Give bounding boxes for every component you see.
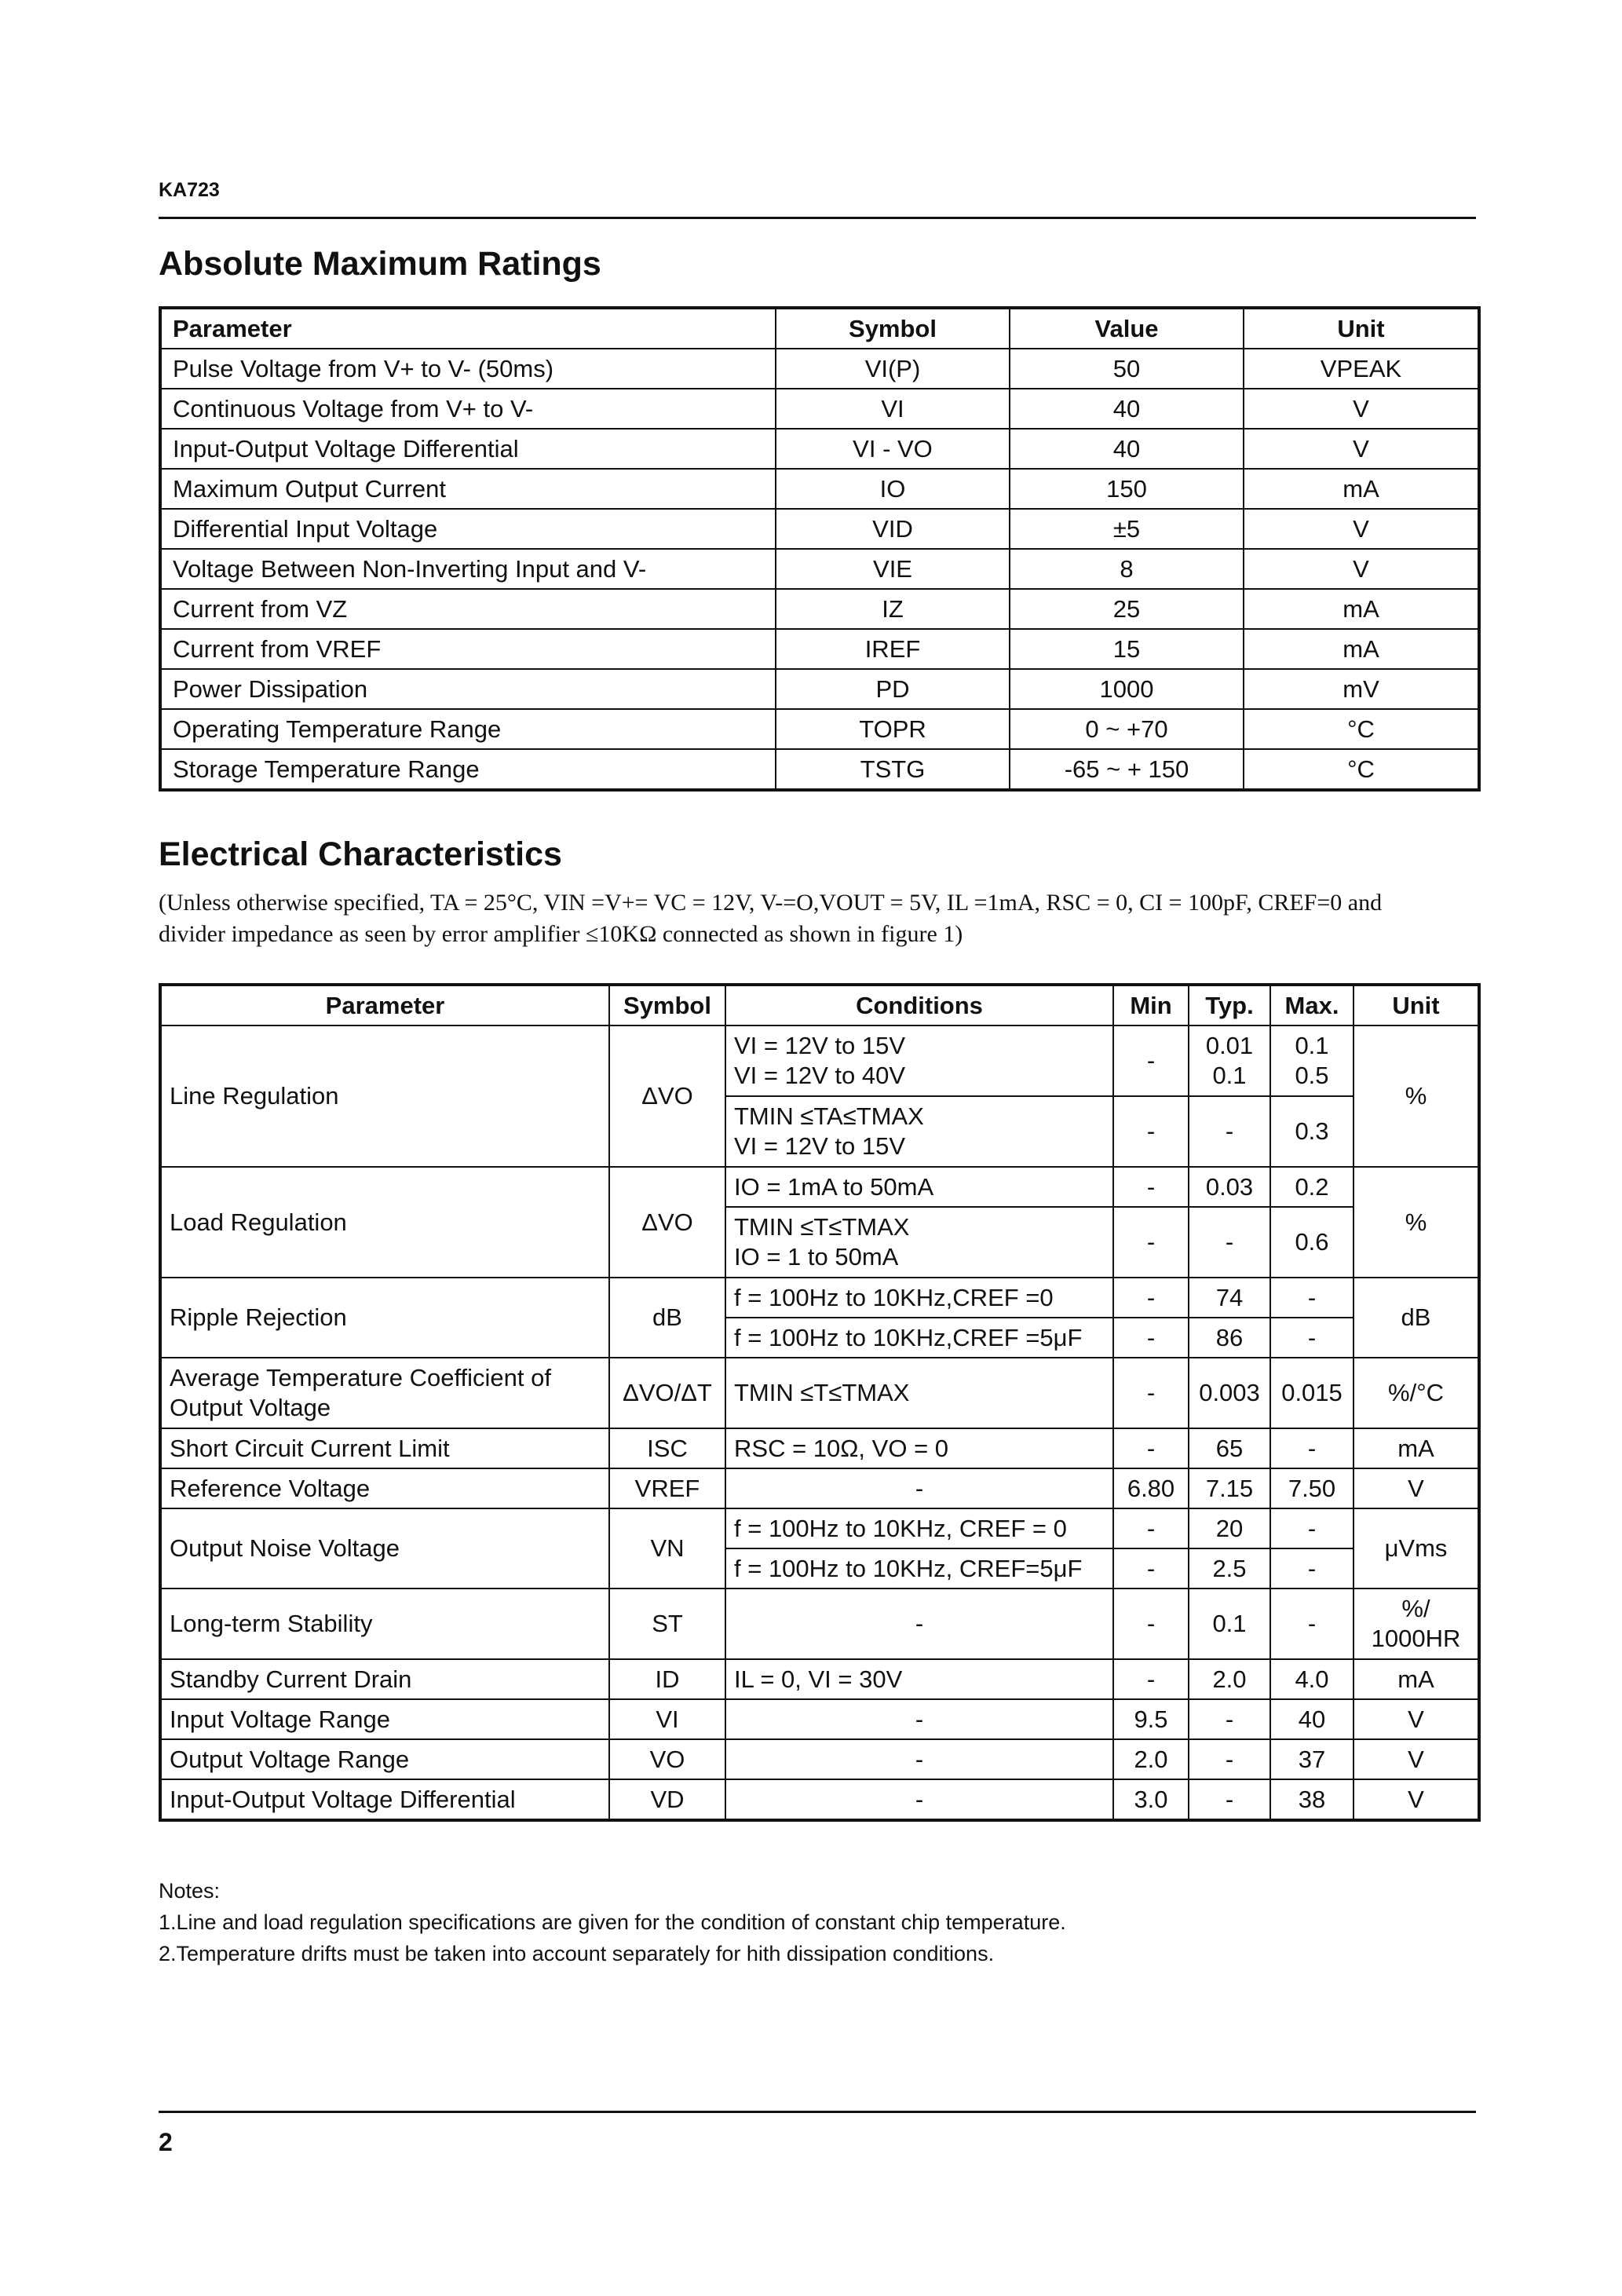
table-row <box>160 429 1479 469</box>
cell-symbol: VIE <box>776 549 1010 589</box>
cell-typ: - <box>1189 1699 1270 1739</box>
abs-max-title: Absolute Maximum Ratings <box>159 245 601 283</box>
col-symbol: Symbol <box>609 985 725 1026</box>
cell-unit: V <box>1353 1468 1479 1508</box>
col-unit: Unit <box>1244 308 1479 349</box>
cell-parameter: Input-Output Voltage Differential <box>160 429 776 469</box>
table-row <box>160 629 1479 669</box>
cell-typ: 7.15 <box>1189 1468 1270 1508</box>
cell-min: - <box>1113 1026 1189 1096</box>
cell-min: - <box>1113 1096 1189 1167</box>
condition-line: VI = 12V to 15V <box>734 1032 906 1059</box>
cell-min: - <box>1113 1318 1189 1358</box>
cell-min: - <box>1113 1659 1189 1699</box>
table-row <box>160 1428 1479 1468</box>
cell-unit: mA <box>1353 1428 1479 1468</box>
cell-min: - <box>1113 1428 1189 1468</box>
cell-unit: % <box>1353 1026 1479 1167</box>
cell-conditions: f = 100Hz to 10KHz, CREF = 0 <box>725 1508 1113 1548</box>
cell-parameter <box>160 1358 609 1428</box>
cell-unit: VPEAK <box>1244 349 1479 389</box>
cell-symbol: VD <box>609 1779 725 1820</box>
cell-typ: 0.03 <box>1189 1167 1270 1207</box>
cell-symbol: PD <box>776 669 1010 709</box>
cell-max: 40 <box>1270 1699 1353 1739</box>
cell-min: 2.0 <box>1113 1739 1189 1779</box>
cell-value: 8 <box>1010 549 1244 589</box>
cell-max: - <box>1270 1589 1353 1659</box>
cell-typ: 74 <box>1189 1278 1270 1318</box>
cell-conditions: f = 100Hz to 10KHz,CREF =5μF <box>725 1318 1113 1358</box>
condition-line: VI = 12V to 40V <box>734 1062 906 1089</box>
cell-conditions: TMIN ≤T≤TMAX <box>725 1358 1113 1428</box>
cell-min: - <box>1113 1167 1189 1207</box>
cell-unit <box>1353 1589 1479 1659</box>
cell-typ: 2.0 <box>1189 1659 1270 1699</box>
cell-parameter: Load Regulation <box>160 1167 609 1278</box>
cell-unit: V <box>1353 1739 1479 1779</box>
cell-symbol: IREF <box>776 629 1010 669</box>
cell-conditions: - <box>725 1699 1113 1739</box>
condition-line: IO = 1 to 50mA <box>734 1243 899 1270</box>
cell-parameter: Maximum Output Current <box>160 469 776 509</box>
cell-unit: V <box>1244 549 1479 589</box>
cell-unit: mV <box>1244 669 1479 709</box>
cell-min: - <box>1113 1278 1189 1318</box>
cell-symbol: VN <box>609 1508 725 1589</box>
test-conditions-line-1: (Unless otherwise specified, TA = 25°C, VIN =V+= VC = 12V, V-=O,VOUT = 5V, IL =1mA, RSC = 0, CI = 100pF, CREF=0 and <box>159 890 1383 916</box>
cell-typ: 86 <box>1189 1318 1270 1358</box>
notes-heading: Notes: <box>159 1879 221 1903</box>
cell-unit: % <box>1353 1167 1479 1278</box>
col-max: Max. <box>1270 985 1353 1026</box>
table-row <box>160 1508 1479 1548</box>
cell-value: 0 ~ +70 <box>1010 709 1244 749</box>
cell-symbol: IZ <box>776 589 1010 629</box>
col-symbol: Symbol <box>776 308 1010 349</box>
cell-value: 150 <box>1010 469 1244 509</box>
cell-value: -65 ~ + 150 <box>1010 749 1244 790</box>
cell-typ: 20 <box>1189 1508 1270 1548</box>
unit-line: 1000HR <box>1371 1625 1461 1652</box>
cell-typ: 0.003 <box>1189 1358 1270 1428</box>
cell-min: 6.80 <box>1113 1468 1189 1508</box>
cell-value: 15 <box>1010 629 1244 669</box>
table-row <box>160 749 1479 790</box>
cell-unit: μVms <box>1353 1508 1479 1589</box>
cell-unit: %/°C <box>1353 1358 1479 1428</box>
col-value: Value <box>1010 308 1244 349</box>
cell-unit: V <box>1244 389 1479 429</box>
elec-char-table <box>159 983 1481 1822</box>
cell-value: ±5 <box>1010 509 1244 549</box>
cell-conditions: f = 100Hz to 10KHz,CREF =0 <box>725 1278 1113 1318</box>
table-row <box>160 509 1479 549</box>
cell-typ: 2.5 <box>1189 1548 1270 1589</box>
cell-parameter: Standby Current Drain <box>160 1659 609 1699</box>
cell-typ: - <box>1189 1207 1270 1278</box>
cell-conditions: - <box>725 1739 1113 1779</box>
cell-value: 40 <box>1010 429 1244 469</box>
cell-max: - <box>1270 1508 1353 1548</box>
cell-parameter: Long-term Stability <box>160 1589 609 1659</box>
test-conditions-note <box>159 887 1478 950</box>
cell-symbol: ISC <box>609 1428 725 1468</box>
table-row <box>160 1026 1479 1096</box>
max-value: 0.1 <box>1295 1032 1329 1059</box>
table-row <box>160 1699 1479 1739</box>
cell-typ: - <box>1189 1096 1270 1167</box>
typ-value: 0.01 <box>1205 1032 1254 1059</box>
cell-unit: mA <box>1244 589 1479 629</box>
cell-unit: V <box>1244 509 1479 549</box>
cell-parameter: Output Noise Voltage <box>160 1508 609 1589</box>
cell-conditions <box>725 1026 1113 1096</box>
table-row <box>160 549 1479 589</box>
col-min: Min <box>1113 985 1189 1026</box>
unit-line: %/ <box>1401 1595 1430 1622</box>
cell-min: - <box>1113 1589 1189 1659</box>
condition-line: TMIN ≤TA≤TMAX <box>734 1102 924 1130</box>
condition-line: VI = 12V to 15V <box>734 1132 906 1160</box>
table-row <box>160 349 1479 389</box>
parameter-line: Average Temperature Coefficient of <box>170 1364 551 1391</box>
cell-unit: °C <box>1244 709 1479 749</box>
cell-unit: V <box>1353 1779 1479 1820</box>
table-row <box>160 589 1479 629</box>
cell-min: 9.5 <box>1113 1699 1189 1739</box>
cell-symbol: ID <box>609 1659 725 1699</box>
cell-max: 38 <box>1270 1779 1353 1820</box>
table-row <box>160 1589 1479 1659</box>
parameter-line: Output Voltage <box>170 1394 331 1421</box>
table-row <box>160 1278 1479 1318</box>
cell-unit: °C <box>1244 749 1479 790</box>
cell-parameter: Current from VZ <box>160 589 776 629</box>
cell-symbol: dB <box>609 1278 725 1358</box>
cell-symbol: VI(P) <box>776 349 1010 389</box>
cell-value: 1000 <box>1010 669 1244 709</box>
page-number: 2 <box>159 2128 173 2156</box>
cell-max: 0.3 <box>1270 1096 1353 1167</box>
abs-max-header-row <box>160 308 1479 349</box>
elec-char-title: Electrical Characteristics <box>159 835 562 873</box>
col-parameter: Parameter <box>160 308 776 349</box>
cell-typ <box>1189 1026 1270 1096</box>
elec-header-row <box>160 985 1479 1026</box>
footer-rule <box>159 2111 1476 2113</box>
cell-min: - <box>1113 1548 1189 1589</box>
cell-unit: V <box>1244 429 1479 469</box>
cell-symbol: TSTG <box>776 749 1010 790</box>
cell-min: - <box>1113 1508 1189 1548</box>
cell-value: 40 <box>1010 389 1244 429</box>
col-unit: Unit <box>1353 985 1479 1026</box>
cell-symbol: ΔVO <box>609 1026 725 1167</box>
table-row <box>160 1659 1479 1699</box>
cell-unit: dB <box>1353 1278 1479 1358</box>
table-row <box>160 1167 1479 1207</box>
cell-conditions: - <box>725 1468 1113 1508</box>
cell-parameter: Ripple Rejection <box>160 1278 609 1358</box>
cell-parameter: Differential Input Voltage <box>160 509 776 549</box>
cell-max <box>1270 1026 1353 1096</box>
table-row <box>160 389 1479 429</box>
cell-symbol: VI <box>776 389 1010 429</box>
typ-value: 0.1 <box>1212 1062 1247 1089</box>
cell-conditions: - <box>725 1779 1113 1820</box>
cell-min: - <box>1113 1358 1189 1428</box>
cell-min: - <box>1113 1207 1189 1278</box>
table-row <box>160 709 1479 749</box>
cell-max: - <box>1270 1318 1353 1358</box>
cell-symbol: ΔVO <box>609 1167 725 1278</box>
table-row <box>160 1779 1479 1820</box>
cell-symbol: VI <box>609 1699 725 1739</box>
cell-value: 25 <box>1010 589 1244 629</box>
cell-typ: 0.1 <box>1189 1589 1270 1659</box>
cell-max: 0.6 <box>1270 1207 1353 1278</box>
cell-parameter: Operating Temperature Range <box>160 709 776 749</box>
cell-symbol: ST <box>609 1589 725 1659</box>
cell-symbol: VID <box>776 509 1010 549</box>
cell-parameter: Reference Voltage <box>160 1468 609 1508</box>
cell-parameter: Short Circuit Current Limit <box>160 1428 609 1468</box>
cell-conditions: - <box>725 1589 1113 1659</box>
cell-max: 4.0 <box>1270 1659 1353 1699</box>
cell-parameter: Line Regulation <box>160 1026 609 1167</box>
cell-symbol: VO <box>609 1739 725 1779</box>
cell-max: 0.015 <box>1270 1358 1353 1428</box>
cell-unit: mA <box>1353 1659 1479 1699</box>
cell-conditions: IO = 1mA to 50mA <box>725 1167 1113 1207</box>
cell-max: 37 <box>1270 1739 1353 1779</box>
cell-parameter: Voltage Between Non-Inverting Input and V- <box>160 549 776 589</box>
cell-conditions: IL = 0, VI = 30V <box>725 1659 1113 1699</box>
cell-parameter: Storage Temperature Range <box>160 749 776 790</box>
cell-max: 7.50 <box>1270 1468 1353 1508</box>
header-rule <box>159 217 1476 219</box>
cell-max: 0.2 <box>1270 1167 1353 1207</box>
table-row <box>160 669 1479 709</box>
cell-parameter: Input Voltage Range <box>160 1699 609 1739</box>
table-row <box>160 1358 1479 1428</box>
test-conditions-line-2: divider impedance as seen by error amplifier ≤10KΩ connected as shown in figure 1) <box>159 921 963 947</box>
cell-unit: V <box>1353 1699 1479 1739</box>
document-code: KA723 <box>159 179 220 201</box>
cell-unit: mA <box>1244 629 1479 669</box>
cell-parameter: Current from VREF <box>160 629 776 669</box>
cell-typ: - <box>1189 1779 1270 1820</box>
cell-symbol: ΔVO/ΔT <box>609 1358 725 1428</box>
cell-conditions <box>725 1207 1113 1278</box>
cell-typ: 65 <box>1189 1428 1270 1468</box>
cell-max: - <box>1270 1548 1353 1589</box>
cell-conditions <box>725 1096 1113 1167</box>
table-row <box>160 469 1479 509</box>
cell-parameter: Output Voltage Range <box>160 1739 609 1779</box>
table-row <box>160 1739 1479 1779</box>
abs-max-table <box>159 306 1481 792</box>
cell-symbol: VREF <box>609 1468 725 1508</box>
condition-line: TMIN ≤T≤TMAX <box>734 1213 910 1241</box>
cell-value: 50 <box>1010 349 1244 389</box>
table-row <box>160 1468 1479 1508</box>
cell-parameter: Input-Output Voltage Differential <box>160 1779 609 1820</box>
col-conditions: Conditions <box>725 985 1113 1026</box>
cell-symbol: IO <box>776 469 1010 509</box>
cell-parameter: Pulse Voltage from V+ to V- (50ms) <box>160 349 776 389</box>
cell-typ: - <box>1189 1739 1270 1779</box>
cell-parameter: Power Dissipation <box>160 669 776 709</box>
col-parameter: Parameter <box>160 985 609 1026</box>
notes-section <box>159 1875 1066 1969</box>
cell-min: 3.0 <box>1113 1779 1189 1820</box>
col-typ: Typ. <box>1189 985 1270 1026</box>
cell-symbol: TOPR <box>776 709 1010 749</box>
cell-conditions: RSC = 10Ω, VO = 0 <box>725 1428 1113 1468</box>
cell-max: - <box>1270 1278 1353 1318</box>
cell-unit: mA <box>1244 469 1479 509</box>
note-item: 2.Temperature drifts must be taken into account separately for hith dissipation conditions. <box>159 1942 995 1965</box>
cell-symbol: VI - VO <box>776 429 1010 469</box>
note-item: 1.Line and load regulation specifications are given for the condition of constant chip temperature. <box>159 1910 1066 1934</box>
cell-parameter: Continuous Voltage from V+ to V- <box>160 389 776 429</box>
cell-max: - <box>1270 1428 1353 1468</box>
cell-conditions: f = 100Hz to 10KHz, CREF=5μF <box>725 1548 1113 1589</box>
max-value: 0.5 <box>1295 1062 1329 1089</box>
